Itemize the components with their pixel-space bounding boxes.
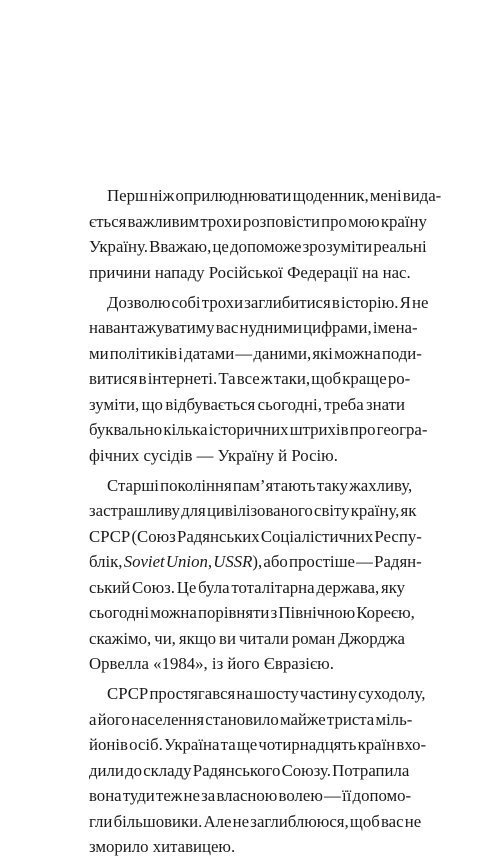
text-segment: зуміти, що відбувається сьогодні, треба знати (89, 394, 405, 414)
text-segment: Старші покоління пам’ятають таку жахливу, (107, 475, 413, 495)
text-segment: СРСР простягався на шосту частину суходолу, (107, 684, 426, 703)
text-line (89, 209, 427, 235)
text-segment: блік, (89, 552, 124, 571)
text-segment: ється важливим трохи розповісти про мою країну (89, 211, 427, 231)
text-line (89, 575, 405, 601)
text-segment: вона туди теж не за власною волею — її допомо- (89, 786, 412, 805)
text-segment: дили до складу Радянського Союзу. Потрапила (89, 760, 410, 780)
text-line (89, 809, 422, 835)
text-line (89, 473, 413, 499)
text-segment: Орвелла «1984», із його Євразією. (89, 654, 334, 673)
text-line (89, 260, 411, 286)
paragraph-1 (89, 183, 442, 285)
text-line (89, 315, 418, 341)
text-line (89, 183, 442, 209)
text-segment: йонів осіб. Україна та ще чотирнадцять країн вхо- (89, 735, 427, 754)
text-line (89, 290, 429, 316)
text-line (89, 549, 422, 575)
text-line (89, 366, 411, 392)
text-segment: застрашливу для цивілізованого світу країну, як (89, 501, 417, 520)
text-segment: фічних сусідів — Україну й Росію. (89, 445, 338, 465)
paragraph-2 (89, 290, 429, 469)
text-segment: гли більшовики. Але не заглиблююся, щоб вас не (89, 811, 422, 831)
text-segment: зморило хитавицею. (89, 837, 236, 856)
text-segment: ський Союз. Це була тоталітарна держава, яку (89, 577, 405, 597)
text-segment: причини нападу Російської Федерації на нас. (89, 262, 411, 282)
text-segment: Україну. Вважаю, це допоможе зрозуміти реальні (89, 237, 427, 256)
text-segment: Перш ніж оприлюднювати щоденник, мені вида- (107, 186, 442, 205)
text-line (89, 443, 405, 469)
text-line (89, 651, 405, 677)
text-segment: СРСР (Союз Радянських Соціалістичних Респу- (89, 526, 422, 546)
text-line (89, 707, 413, 733)
text-line (89, 783, 412, 809)
text-segment: сьогодні можна порівняти з Північною Кореєю, (89, 603, 415, 622)
text-line (89, 392, 405, 418)
body-text (89, 183, 442, 860)
text-line (89, 626, 405, 652)
text-segment: Дозволю собі трохи заглибитися в історію. Я не (107, 292, 429, 312)
text-segment: ), або простіше — Радян- (252, 552, 422, 571)
text-line (89, 524, 422, 550)
text-segment: навантажуватиму вас нудними цифрами, імена- (89, 318, 418, 337)
paragraph-3 (89, 473, 422, 677)
text-segment: витися в інтернеті. Та все ж таки, щоб краще ро- (89, 369, 411, 388)
text-line (89, 834, 405, 860)
italic-text-segment: Soviet Union (123, 552, 208, 571)
text-line (89, 498, 417, 524)
text-segment: , (207, 552, 214, 571)
text-line (89, 600, 415, 626)
text-segment: скажімо, чи, якщо ви читали роман Джорджа (89, 628, 405, 648)
paragraph-4 (89, 681, 427, 860)
italic-text-segment: USSR (213, 552, 253, 571)
text-line (89, 341, 422, 367)
text-line (89, 234, 427, 260)
text-segment: а його населення становило майже триста міль- (89, 709, 413, 729)
text-segment: буквально кілька історичних штрихів про геогра- (89, 420, 428, 439)
text-line (89, 732, 427, 758)
text-line (89, 417, 428, 443)
text-line (89, 758, 410, 784)
text-line (89, 681, 426, 707)
text-segment: ми політиків і датами — даними, які можна поди- (89, 343, 422, 363)
